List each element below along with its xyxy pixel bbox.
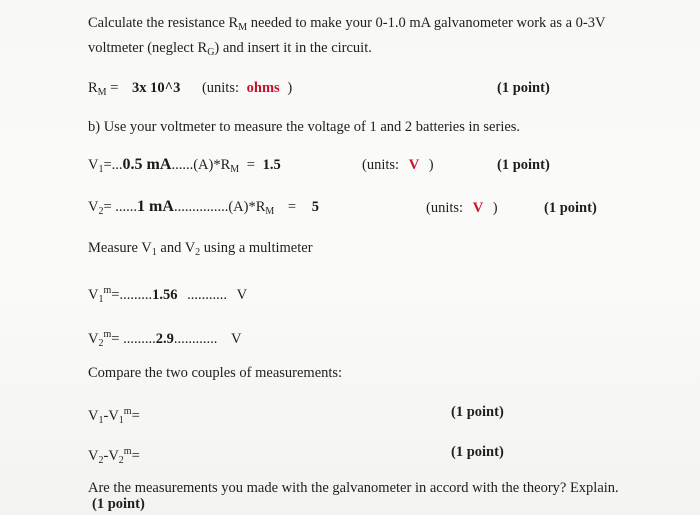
measure-sub-2: 2 <box>195 247 201 258</box>
v2-rm-sub: M <box>265 206 275 217</box>
v1-answer: 0.5 mA <box>122 156 172 173</box>
v1-result: 1.5 <box>262 157 281 173</box>
vm1-fill-before: =......... <box>111 287 153 303</box>
rm-equals: = <box>110 80 119 96</box>
intro-line-2 <box>88 39 372 62</box>
diff1-b-sub: 1 <box>118 415 124 426</box>
vm2-label-sup: m <box>103 329 112 340</box>
diff2-points: (1 point) <box>451 444 504 460</box>
v1-units-value: V <box>408 157 420 173</box>
rm-units-close: ) <box>287 80 293 96</box>
v1-fill-before: =... <box>103 157 123 173</box>
final-points: (1 point) <box>92 496 145 512</box>
v1-label-sub: 1 <box>98 164 104 175</box>
rm-label: R <box>88 80 98 96</box>
v2-units-label: (units: <box>426 200 464 216</box>
vm1-label-sub: 1 <box>98 294 104 305</box>
v1-units-close: ) <box>428 157 434 173</box>
vm1-answer: 1.56 <box>152 287 178 303</box>
vm2-label: V <box>88 331 99 347</box>
intro-sub-m: M <box>238 22 248 33</box>
diff1-row <box>88 403 140 430</box>
diff2-a-sub: 2 <box>98 455 104 466</box>
rm-units-value: ohms <box>246 80 280 96</box>
v1-equals: = <box>246 157 255 173</box>
intro-text-d: ) and insert it in the circuit. <box>214 40 372 56</box>
intro-line-1 <box>88 14 605 37</box>
rm-row <box>88 79 292 102</box>
rm-points: (1 point) <box>497 80 550 96</box>
diff1-points: (1 point) <box>451 404 504 420</box>
diff1-b-sup: m <box>123 406 132 417</box>
vm1-fill-after: ........... <box>187 287 227 303</box>
v1-row <box>88 156 281 179</box>
intro-text-b: needed to make your 0-1.0 mA galvanometer work as a 0-3V <box>247 15 606 31</box>
vm1-label: V <box>88 287 99 303</box>
diff1-dash: -V <box>103 408 119 424</box>
v1-units <box>362 156 434 174</box>
v1-units-label: (units: <box>362 157 400 173</box>
diff1-a-sub: 1 <box>98 415 104 426</box>
part-b-text: b) Use your voltmeter to measure the voltage of 1 and 2 batteries in series. <box>88 119 521 135</box>
final-question: Are the measurements you made with the galvanometer in accord with the theory? Explain. <box>88 480 619 496</box>
v1-points: (1 point) <box>497 157 550 173</box>
diff2-dash: -V <box>103 448 119 464</box>
diff2-b-sup: m <box>123 446 132 457</box>
vm2-unit: V <box>230 331 242 347</box>
intro-text-a: Calculate the resistance R <box>88 15 239 31</box>
v2-answer: 1 mA <box>137 198 174 215</box>
vm2-row <box>88 326 241 353</box>
v1-label: V <box>88 157 99 173</box>
v2-row <box>88 198 319 221</box>
intro-sub-g: G <box>207 47 215 58</box>
v2-units <box>426 199 498 217</box>
measure-text-c: using a multimeter <box>200 240 313 256</box>
v2-fill-before: = ...... <box>103 199 138 215</box>
v2-equals: = <box>287 199 297 215</box>
diff2-a: V <box>88 448 99 464</box>
v2-fill-after: ...............(A)*R <box>173 199 266 215</box>
vm1-label-sup: m <box>103 285 112 296</box>
measure-text-b: and V <box>156 240 196 256</box>
diff1-a: V <box>88 408 99 424</box>
v1-fill-after: ......(A)*R <box>171 157 231 173</box>
v2-units-value: V <box>472 200 484 216</box>
compare-text: Compare the two couples of measurements: <box>88 365 343 381</box>
diff2-row <box>88 443 140 470</box>
intro-text-c: voltmeter (neglect R <box>88 40 208 56</box>
v2-label: V <box>88 199 99 215</box>
measure-sub-1: 1 <box>151 247 157 258</box>
diff2-b-sub: 2 <box>118 455 124 466</box>
measure-text-a: Measure V <box>88 240 152 256</box>
vm2-label-sub: 2 <box>98 338 104 349</box>
v1-rm-sub: M <box>230 164 240 175</box>
rm-units-label: (units: <box>201 80 240 96</box>
v2-label-sub: 2 <box>98 206 104 217</box>
vm1-unit: V <box>236 287 248 303</box>
vm2-answer: 2.9 <box>155 331 174 347</box>
diff1-equals: = <box>131 408 140 424</box>
v2-units-close: ) <box>492 200 498 216</box>
v2-result: 5 <box>311 199 319 215</box>
v2-points: (1 point) <box>544 200 597 216</box>
diff2-equals: = <box>131 448 140 464</box>
rm-answer: 3x 10^3 <box>132 80 181 96</box>
vm2-fill-after: ............ <box>173 331 218 347</box>
vm2-fill-before: = ......... <box>111 331 156 347</box>
vm1-row <box>88 282 247 309</box>
rm-label-sub: M <box>97 87 107 98</box>
measure-text <box>88 239 313 262</box>
